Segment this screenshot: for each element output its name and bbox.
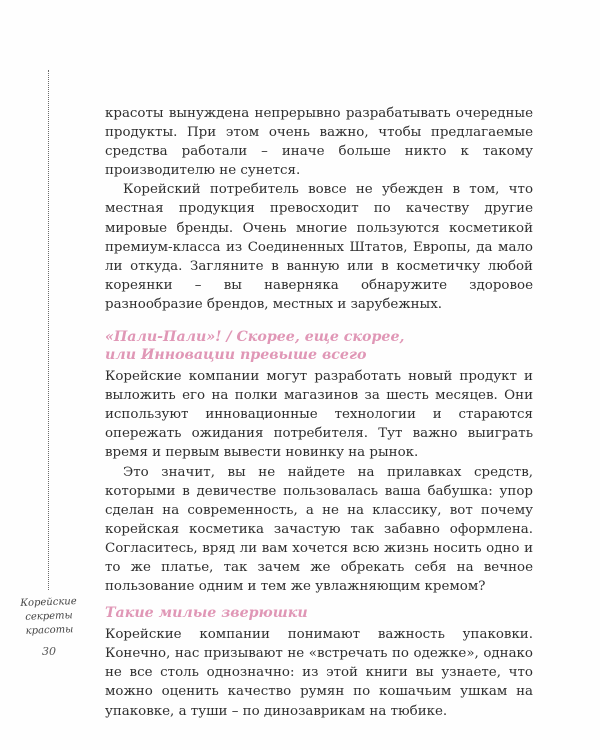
heading-line: или Инновации превыше всего <box>105 347 367 364</box>
body-paragraph: Корейские компании понимают важность упаковки. Конечно, нас призывают не «встречать по одежке», однако не все столь однозначно: из этой книги вы узнаете, что можно оценить качество румян по кошачьим ушкам на упаковке, а туши – по динозаврикам на тюбике. <box>105 627 533 719</box>
body-paragraph: Корейские компании могут разработать новый продукт и выложить его на полки магазинов за шесть месяцев. Они используют инновационные технологии и стараются опережать ожидания потребителя. Тут важно выиграть время и первым вывести новинку на рынок. <box>105 369 533 461</box>
body-paragraph: Это значит, вы не найдете на прилавках средств, которыми в девичестве пользовалась ваша бабушка: упор сделан на современность, а не на классику, вот почему корейская косметика зачастую так забавно оформлена. Согласитесь, вряд ли вам хочется всю жизнь носить одно и то же платье, так зачем же обрекать себя на вечное пользование одним и тем же увлажняющим кремом? <box>105 464 533 595</box>
margin-note-line: секреты <box>25 610 73 623</box>
page-number: 30 <box>42 645 56 658</box>
margin-note-line: красоты <box>25 624 74 637</box>
body-paragraph: Корейский потребитель вовсе не убежден в том, что местная продукция превосходит по качеству другие мировые бренды. Очень многие пользуются косметикой премиум-класса из Соединенных Штатов, Европы, да мало ли откуда. Загляните в ванную или в косметичку любой кореянки – вы наверняка обнаружите здоровое разнообразие брендов, местных и зарубежных. <box>105 182 533 312</box>
heading-line: «Пали-Пали»! / Скорее, еще скорее, <box>105 329 405 346</box>
margin-note-line: Корейские <box>20 596 77 609</box>
section-heading-pali-pali <box>105 328 533 364</box>
section-heading-cute-animals: Такие милые зверюшки <box>105 605 308 622</box>
main-text-column <box>105 104 533 721</box>
margin-dotted-line <box>48 70 49 590</box>
margin-note-book-title <box>13 595 84 639</box>
body-paragraph: красоты вынуждена непрерывно разрабатывать очередные продукты. При этом очень важно, чтобы предлагаемые средства работали – иначе больше никто к такому производителю не сунется. <box>105 106 533 179</box>
